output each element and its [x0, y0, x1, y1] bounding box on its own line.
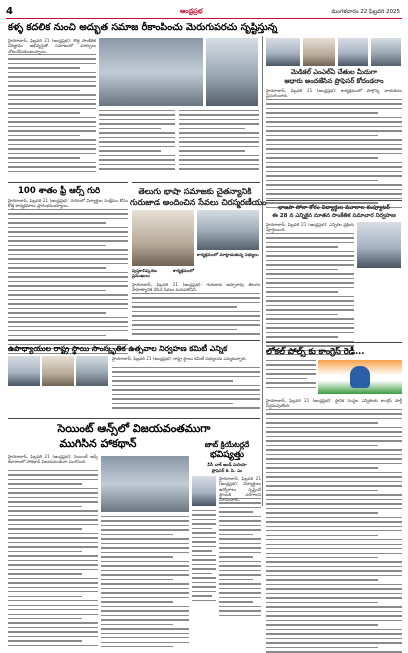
right-lower-body-2: హైదరాబాద్, ఫిబ్రవరి 21 (ఆంధ్రప్రభ): స్థానిక సంస్థల ఎన్నికలకు కాంగ్రెస్ పార్టీ సిద్ధమవుతోంది. [266, 398, 402, 624]
right-mid-portrait [357, 222, 401, 268]
portrait-photo-1 [266, 38, 300, 66]
bottom-right-headline-2: భవిష్యత్తు [209, 450, 245, 460]
bottom-headline-1: సెయింట్ ఆన్స్‌లో విజయవంతముగా [57, 422, 211, 435]
issue-date: మంగళవారం 22 ఫిబ్రవరి 2025 [331, 9, 400, 15]
bottom-divider [8, 418, 260, 419]
event-photo [206, 38, 258, 106]
portrait-photo-4 [371, 38, 401, 66]
bottom-right-portrait [192, 476, 216, 506]
band-body: హైదరాబాద్, ఫిబ్రవరి 21 (ఆంధ్రప్రభ): రాష్ట్ర స్థాయి కమిటీ సభ్యులను ఎన్నుకున్నారు. [112, 356, 260, 414]
band-photo-2 [42, 356, 74, 386]
right-mid-divider [266, 200, 402, 201]
right-lower-divider [266, 342, 402, 343]
top-article-col2 [99, 110, 175, 180]
center-photo-2 [197, 210, 259, 250]
left-divider [8, 182, 128, 183]
top-headline: కళ్ళ కదలిక నుంచి అద్భుత సమాజ రీకాంపించు మెరుగుపరచు సృష్టిస్తున్న [8, 22, 278, 33]
bottom-right-byline-2: ప్రొఫెసర్ కె. పి. ఎం [211, 468, 243, 473]
hand-icon [350, 366, 370, 388]
bottom-right-body: హైదరాబాద్, ఫిబ్రవరి 21 (ఆంధ్రప్రభ): విద్యార్థులు ఉద్యోగాలు సృష్టించే స్థాయికి ఎదగాలని సూచించారు. [219, 476, 261, 624]
center-body: హైదరాబాద్, ఫిబ్రవరి 21 (ఆంధ్రప్రభ): గురుజాడ అప్పారావు తెలుగు సాహిత్యానికి చేసిన సేవలు మరువలేనివి. [132, 282, 260, 338]
congress-logo [318, 360, 402, 394]
portrait-photo-2 [303, 38, 335, 66]
bottom-headline-2: ముగిసిన హాకథాన్ [59, 437, 137, 450]
right-lower-body [266, 360, 316, 396]
bottom-right-body-2 [192, 510, 216, 624]
bottom-body-col1: హైదరాబాద్, ఫిబ్రవరి 21 (ఆంధ్రప్రభ): సెయింట్ ఆన్స్ కళాశాలలో హాకథాన్ విజయవంతంగా ముగిసింది. [8, 454, 98, 624]
band-headline: ఉపాధ్యాయుల రాష్ట్ర స్థాయి సాంస్కృతిక ఉత్సవాల నిర్వహణ కమిటీ ఎన్నిక [8, 344, 228, 353]
bottom-right-byline: వీసీ చాక్ అండ్ సురియా [207, 462, 247, 467]
center-divider [132, 182, 260, 183]
portrait-photo-3 [338, 38, 368, 66]
masthead-bar [6, 6, 402, 19]
group-photo [99, 38, 203, 106]
center-caption-1: పుస్తకావిష్కరణ కార్యక్రమంలో ప్రముఖులు [132, 268, 194, 279]
hackathon-photo [101, 456, 189, 512]
bottom-body-col2 [101, 516, 189, 624]
top-article-body: హైదరాబాద్, ఫిబ్రవరి 21 (ఆంధ్రప్రభ): కొత్త సాంకేతిక పరిజ్ఞానం అభివృద్ధితో సమాజంలో మార్పులు చోటుచేసుకుంటున్నాయి. [8, 38, 96, 178]
right-mid-headline-2: ఈ 28 న ఎన్నికైన నూతన సాంకేతిక సమాచార నిర్వహణ [272, 213, 396, 219]
band-divider [8, 340, 260, 341]
top-article-col3 [179, 110, 259, 180]
band-photo-3 [76, 356, 108, 386]
right-top-headline-1: మెడికల్ ఎంఎల్ఏ చేతుల మీదుగా [290, 68, 378, 76]
right-mid-body: హైదరాబాద్, ఫిబ్రవరి 21 (ఆంధ్రప్రభ): ఎన్నికల ప్రక్రియ పూర్తయింది. [266, 222, 354, 340]
right-lower-headline: లోకల్ పోల్స్ కు కాంగ్రెస్ రెడీ... [266, 346, 365, 356]
right-column-divider [262, 36, 263, 506]
center-caption-2: కార్యక్రమంలో మాట్లాడుతున్న సభ్యులు [197, 252, 259, 257]
left-mid-headline: 100 శాతం ఫ్రీ ఆర్స్ గురి [18, 186, 101, 196]
right-top-body: హైదరాబాద్, ఫిబ్రవరి 21 (ఆంధ్రప్రభ): కార్యక్రమంలో పాల్గొన్న నాయకులు ప్రసంగించారు. [266, 88, 402, 196]
left-mid-body: హైదరాబాద్, ఫిబ్రవరి 21 (ఆంధ్రప్రభ): నగరంలో విద్యార్థుల సంక్షేమం కోసం కొత్త కార్యక్రమాలు ప్రారంభమయ్యాయి. [8, 198, 128, 334]
center-headline-2: గురుజాడ అందించిన సేవలు చిరస్మరణీయం [130, 197, 267, 207]
right-mid-headline-1: భాజపా సోలా కోరం విద్యార్థుల మూలాల కంప్యూటర్ [278, 205, 390, 211]
center-photo-1 [132, 210, 194, 266]
band-photo-1 [8, 356, 40, 386]
right-top-headline-2: ఆధారు అందజేసిన ప్రొఫెసర్ కోదండరాం [284, 77, 384, 85]
bottom-right-headline-1: జాబ్ క్రియేటర్లదే [204, 440, 250, 449]
page-number: 4 [6, 6, 13, 17]
center-headline-1: తెలుగు భాషా సమాజకు చైతన్యానికి [138, 186, 252, 196]
section-name: ఆంధ్రప్రభ [180, 7, 203, 15]
